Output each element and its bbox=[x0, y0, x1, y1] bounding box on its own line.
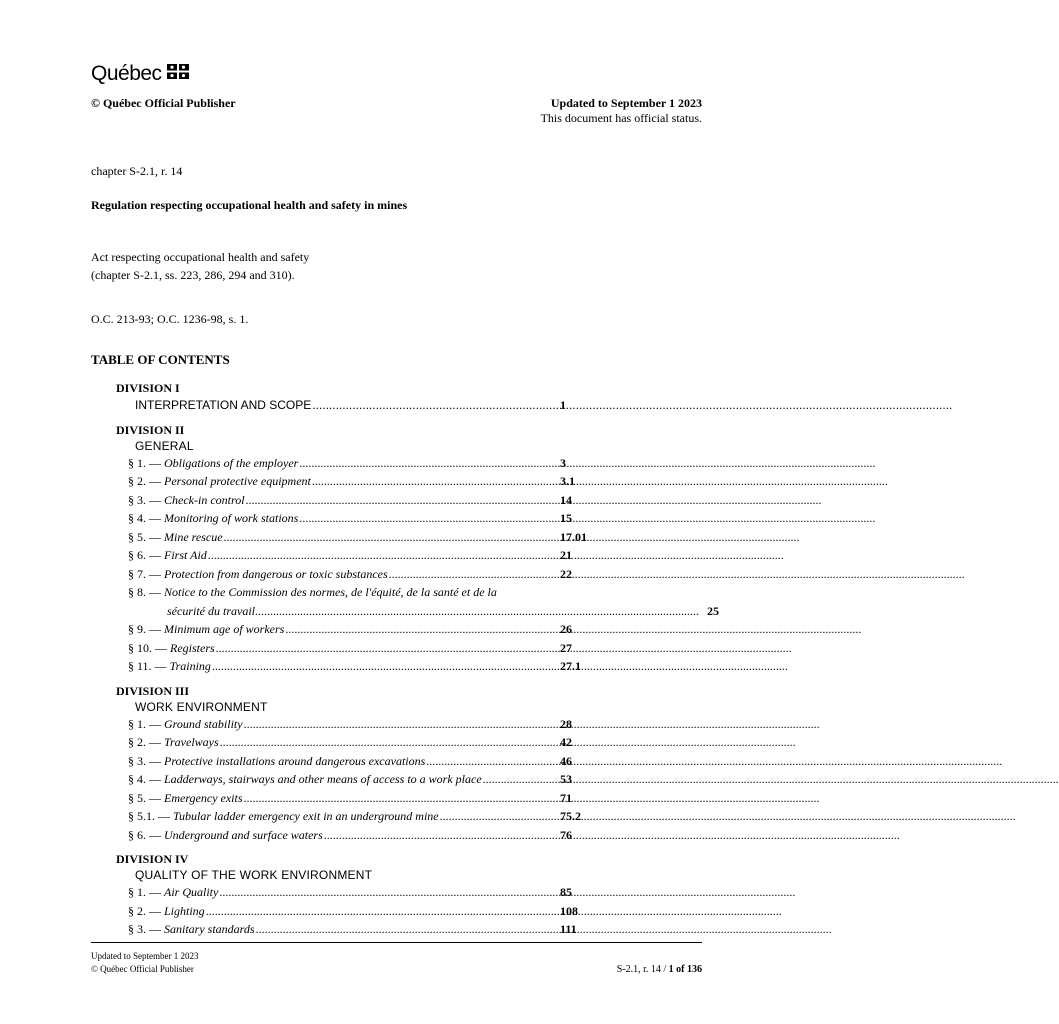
toc-entry[interactable] bbox=[116, 454, 606, 473]
division-name: DIVISION IV bbox=[116, 852, 189, 866]
toc-entry-number: 27.1 bbox=[560, 659, 581, 673]
toc-entry-number: 3.1 bbox=[560, 474, 575, 488]
toc-entry-number: 3 bbox=[560, 455, 566, 470]
order-in-council: O.C. 213-93; O.C. 1236-98, s. 1. bbox=[91, 312, 249, 326]
division-2 bbox=[116, 422, 719, 676]
publisher-label: © Québec Official Publisher bbox=[91, 96, 236, 110]
toc-entry-label: Notice to the Commission des normes, de l'équité, de la santé et de la bbox=[164, 585, 497, 599]
section-number: § 5. — bbox=[128, 790, 164, 805]
section-number: § 10. — bbox=[128, 640, 170, 655]
toc-entry[interactable] bbox=[116, 396, 606, 415]
page-reference: S-2.1, r. 14 / bbox=[616, 964, 669, 975]
toc-entry-number: 108 bbox=[560, 903, 578, 918]
toc-entry[interactable] bbox=[116, 528, 606, 547]
toc-entry-number: 75.2 bbox=[560, 809, 581, 823]
section-number: § 3. — bbox=[128, 492, 164, 507]
toc-entry-label: Travelways bbox=[164, 735, 219, 749]
section-number: § 7. — bbox=[128, 566, 164, 581]
toc-entry-label: Mine rescue bbox=[164, 529, 223, 544]
toc-entry-label: Registers bbox=[170, 640, 215, 655]
toc-entry-number: 42 bbox=[560, 735, 572, 749]
toc-entry[interactable] bbox=[116, 472, 606, 491]
toc-entry-label: Training bbox=[169, 659, 211, 673]
toc-entry[interactable] bbox=[116, 620, 606, 639]
section-number: § 1. — bbox=[128, 455, 164, 470]
toc-entry-label: Personal protective equipment bbox=[164, 474, 311, 488]
toc-entry-number: 27 bbox=[560, 640, 572, 655]
division-4 bbox=[116, 851, 606, 939]
toc-entry-number: 26 bbox=[560, 622, 572, 636]
toc-entry-label: Check-in control bbox=[164, 492, 245, 507]
division-subtitle: QUALITY OF THE WORK ENVIRONMENT bbox=[135, 868, 373, 882]
toc-entry[interactable] bbox=[116, 826, 606, 845]
toc-entry-number: 53 bbox=[560, 772, 572, 786]
toc-entry-number: 15 bbox=[560, 511, 572, 525]
section-number: § 5.1. — bbox=[128, 809, 173, 823]
toc-entry[interactable] bbox=[116, 715, 606, 734]
toc-entry-number: 14 bbox=[560, 492, 572, 507]
division-name: DIVISION I bbox=[116, 381, 180, 395]
page-number: 1 of 136 bbox=[668, 964, 702, 975]
section-number: § 3. — bbox=[128, 753, 164, 768]
section-number: § 11. — bbox=[128, 659, 170, 673]
toc-entry-label: First Aid bbox=[164, 548, 207, 562]
toc-entry-number: 17.01 bbox=[560, 529, 587, 544]
toc-entry-label: Ladderways, stairways and other means of access to a work place bbox=[164, 772, 482, 786]
toc-entry-number: 28 bbox=[560, 716, 572, 731]
update-status bbox=[541, 96, 702, 126]
toc-entry[interactable] bbox=[116, 546, 606, 565]
toc-entry-label: Ground stability bbox=[164, 716, 243, 731]
toc-entry-label: Protection from dangerous or toxic substances bbox=[164, 566, 388, 581]
toc-entry[interactable] bbox=[116, 565, 606, 584]
official-status: This document has official status. bbox=[540, 111, 702, 125]
toc-entry[interactable] bbox=[116, 789, 606, 808]
toc-entry-label: Monitoring of work stations bbox=[164, 511, 299, 525]
section-number: § 3. — bbox=[128, 922, 164, 936]
toc-entry-label: Protective installations around dangerous excavations bbox=[164, 753, 426, 768]
section-number: § 6. — bbox=[128, 548, 164, 562]
toc-entry[interactable] bbox=[116, 807, 606, 826]
division-subtitle: WORK ENVIRONMENT bbox=[135, 699, 268, 714]
table-of-contents bbox=[116, 380, 719, 946]
section-number: § 4. — bbox=[128, 511, 164, 525]
toc-entry-label: INTERPRETATION AND SCOPE ..... bbox=[135, 396, 552, 415]
logo-wordmark: Québec bbox=[91, 62, 162, 85]
toc-entry-label: Sanitary standards bbox=[164, 922, 255, 936]
toc-entry[interactable] bbox=[116, 657, 606, 676]
toc-entry[interactable] bbox=[116, 752, 606, 771]
division-name: DIVISION II bbox=[116, 422, 185, 437]
toc-entry-number: 71 bbox=[560, 790, 572, 805]
toc-entry-label: Tubular ladder emergency exit in an underground mine bbox=[173, 809, 439, 823]
toc-entry[interactable] bbox=[116, 770, 606, 789]
toc-entry-number: 21 bbox=[560, 548, 572, 562]
toc-entry-number: 111 bbox=[560, 922, 577, 936]
toc-entry[interactable] bbox=[116, 883, 606, 902]
toc-entry-number: 76 bbox=[560, 827, 572, 842]
section-number: § 5. — bbox=[128, 529, 164, 544]
section-number: § 2. — bbox=[128, 903, 164, 918]
page-indicator bbox=[617, 964, 702, 975]
division-name: DIVISION III bbox=[116, 683, 190, 698]
toc-entry-number: 1 bbox=[560, 398, 566, 412]
footer-divider bbox=[91, 942, 702, 943]
toc-entry-label: Underground and surface waters bbox=[164, 827, 323, 842]
enabling-act bbox=[91, 248, 309, 284]
toc-entry-label: Obligations of the employer bbox=[164, 455, 299, 470]
section-number: § 1. — bbox=[128, 716, 164, 731]
toc-entry-number: 85 bbox=[560, 885, 572, 899]
footer-left bbox=[91, 950, 198, 976]
section-number: § 2. — bbox=[128, 735, 164, 749]
fleur-de-lis-flag-icon bbox=[167, 64, 189, 84]
toc-entry-number: 46 bbox=[560, 753, 572, 768]
act-line-1: Act respecting occupational health and safety bbox=[91, 250, 310, 264]
toc-entry[interactable] bbox=[116, 639, 606, 658]
chapter-reference: chapter S-2.1, r. 14 bbox=[91, 164, 183, 178]
section-number: § 4. — bbox=[128, 772, 164, 786]
division-1 bbox=[116, 380, 606, 415]
footer-updated: Updated to September 1 2023 bbox=[91, 951, 199, 961]
toc-entry[interactable] bbox=[116, 733, 606, 752]
toc-entry-number: 25 bbox=[706, 603, 719, 618]
toc-entry-label: Lighting bbox=[164, 903, 205, 918]
toc-entry-label: Minimum age of workers bbox=[164, 622, 285, 636]
toc-entry-label: Emergency exits bbox=[164, 790, 243, 805]
division-3 bbox=[116, 683, 606, 845]
toc-entry-label-continued: sécurité du travail bbox=[167, 603, 255, 618]
toc-entry[interactable] bbox=[116, 509, 606, 528]
toc-entry-label: Air Quality bbox=[164, 885, 219, 899]
regulation-title: Regulation respecting occupational health and safety in mines bbox=[91, 198, 408, 212]
section-number: § 8. — bbox=[128, 585, 164, 599]
toc-entry[interactable] bbox=[116, 491, 606, 510]
toc-entry[interactable]: § 8. — Notice to the Commission des normes, de l'équité, de la santé et de la sécurité du travail.................................................................................................................................................... 25 bbox=[116, 583, 606, 620]
section-number: § 6. — bbox=[128, 827, 164, 842]
section-number: § 1. — bbox=[128, 885, 164, 899]
toc-title: TABLE OF CONTENTS bbox=[91, 352, 230, 367]
quebec-logo bbox=[91, 63, 189, 84]
updated-date: Updated to September 1 2023 bbox=[550, 96, 702, 110]
toc-entry-number: 22 bbox=[560, 566, 572, 581]
toc-entry[interactable] bbox=[116, 920, 606, 939]
section-number: § 9. — bbox=[128, 622, 164, 636]
toc-entry[interactable] bbox=[116, 902, 606, 921]
act-line-2: (chapter S-2.1, ss. 223, 286, 294 and 310). bbox=[91, 268, 295, 282]
section-number: § 2. — bbox=[128, 474, 164, 488]
division-subtitle: GENERAL bbox=[135, 438, 194, 453]
footer-publisher: © Québec Official Publisher bbox=[91, 964, 194, 974]
